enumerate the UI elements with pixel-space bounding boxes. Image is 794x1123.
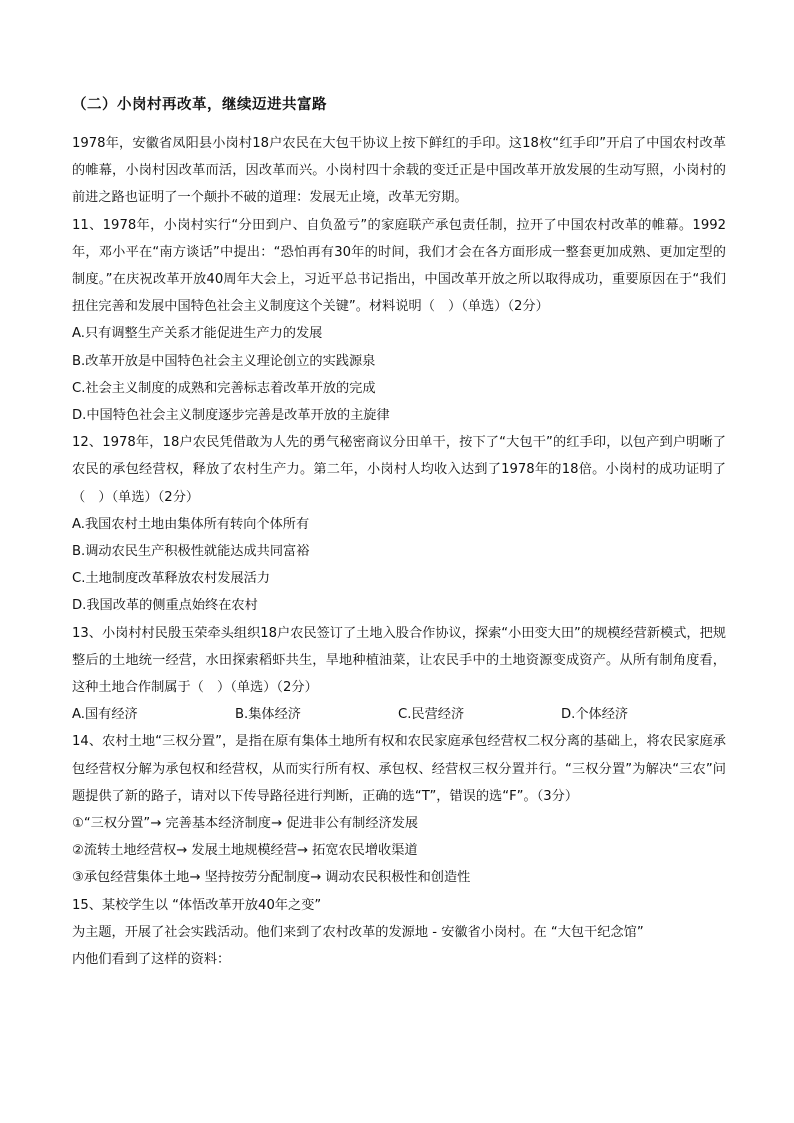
question-12-option-c: C.土地制度改革释放农村发展活力 [72, 571, 271, 587]
question-15-line-3: 内他们看到了这样的资料： [72, 952, 231, 968]
question-14-stem: 14、农村土地“三权分置”，是指在原有集体土地所有权和农民家庭承包经营权二权分离的基础上，将农民家庭承包经营权分解为承包权和经营权，从而实行所有权、承包权、经营权三权分置并行。“三权分置”为解决“三农”问题提供了新的路子，请对以下传导路径进行判断，正确的选“T”，错误的选“F”。（3分） [72, 734, 726, 804]
question-13-option-b: B.集体经济 [235, 707, 301, 723]
intro-paragraph: 1978年，安徽省凤阳县小岗村18户农民在大包干协议上按下鲜红的手印。这18枚“红手印”开启了中国农村改革的帷幕，小岗村因改革而活，因改革而兴。小岗村四十余载的变迁正是中国改革开放发展的生动写照，小岗村的前进之路也证明了一个颠扑不破的道理：发展无止境，改革无穷期。 [72, 136, 726, 206]
question-14-item-2: ②流转土地经营权→ 发展土地规模经营→ 拓宽农民增收渠道 [72, 843, 418, 859]
question-11-option-c: C.社会主义制度的成熟和完善标志着改革开放的完成 [72, 380, 376, 396]
question-14-item-1: ①“三权分置”→ 完善基本经济制度→ 促进非公有制经济发展 [72, 816, 419, 832]
question-13-stem: 13、小岗村村民殷玉荣牵头组织18户农民签订了土地入股合作协议，探索“小田变大田”的规模经营新模式，把规整后的土地统一经营，水田探索稻虾共生，旱地种植油菜，让农民手中的土地资源变成资产。从所有制角度看，这种土地合作制属于（ ）（单选）（2分） [72, 625, 726, 696]
question-13-option-c: C.民营经济 [398, 707, 465, 723]
question-12-option-b: B.调动农民生产积极性就能达成共同富裕 [72, 544, 310, 560]
question-11-option-a: A.只有调整生产关系才能促进生产力的发展 [72, 326, 323, 342]
question-13-option-a: A.国有经济 [72, 707, 138, 723]
question-11-option-b: B.改革开放是中国特色社会主义理论创立的实践源泉 [72, 353, 376, 369]
question-11-stem: 11、1978年，小岗村实行“分田到户、自负盈亏”的家庭联产承包责任制，拉开了中国农村改革的帷幕。1992年，邓小平在“南方谈话”中提出：“恐怕再有30年的时间，我们才会在各方面形成一整套更加成熟、更加定型的制度。”在庆祝改革开放40周年大会上，习近平总书记指出，中国改革开放之所以取得成功，重要原因在于“我们扭住完善和发展中国特色社会主义制度这个关键”。材料说明（ ）（单选）（2分） [72, 217, 726, 315]
question-13-option-d: D.个体经济 [561, 707, 629, 723]
question-13-options [72, 701, 726, 728]
question-12-option-a: A.我国农村土地由集体所有转向个体所有 [72, 516, 310, 532]
section-heading: （二）小岗村再改革，继续迈进共富路 [72, 97, 327, 113]
question-12-option-d: D.我国改革的侧重点始终在农村 [72, 598, 258, 614]
question-11-option-d: D.中国特色社会主义制度逐步完善是改革开放的主旋律 [72, 408, 390, 424]
question-15-line-2: 为主题，开展了社会实践活动。他们来到了农村改革的发源地 - 安徽省小岗村。在 “大包干纪念馆” [72, 924, 644, 940]
document-page [72, 92, 726, 973]
question-14-item-3: ③承包经营集体土地→ 坚持按劳分配制度→ 调动农民积极性和创造性 [72, 870, 471, 886]
question-12-stem: 12、1978年，18户农民凭借敢为人先的勇气秘密商议分田单干，按下了“大包干”的红手印，以包产到户明晰了农民的承包经营权，释放了农村生产力。第二年，小岗村人均收入达到了1978年的18倍。小岗村的成功证明了（ ）（单选）（2分） [72, 435, 726, 505]
question-15-line-1: 15、某校学生以 “体悟改革开放40年之变” [72, 897, 322, 913]
